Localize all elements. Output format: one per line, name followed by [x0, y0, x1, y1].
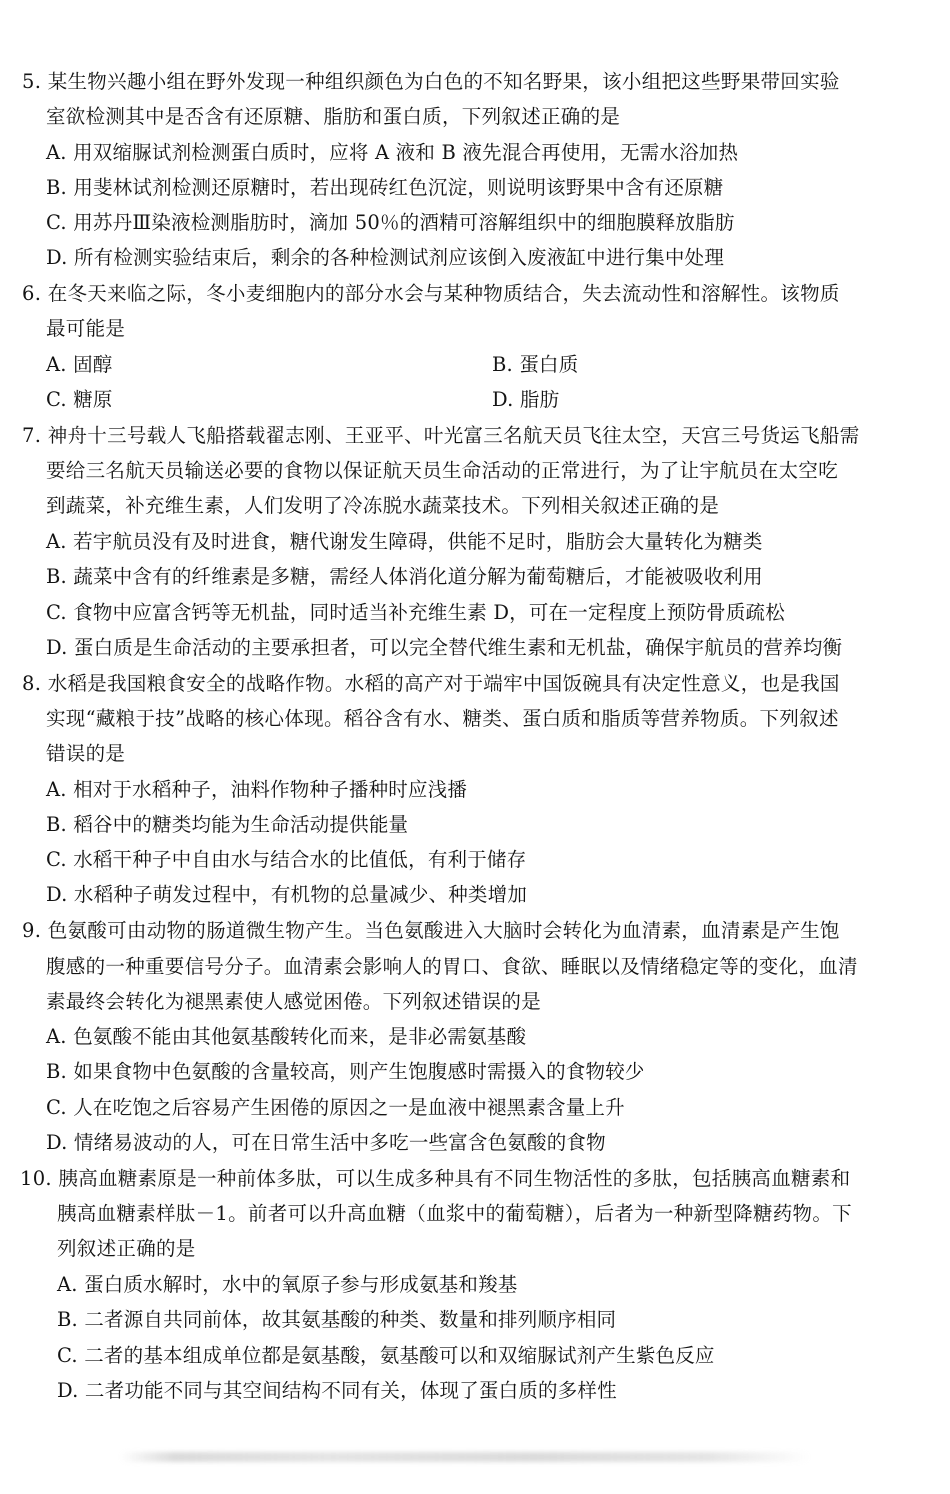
q7-option-d: D. 蛋白质是生命活动的主要承担者，可以完全替代维生素和无机盐，确保宇航员的营养均衡: [46, 636, 843, 659]
q5-option-a: A. 用双缩脲试剂检测蛋白质时，应将 A 液和 B 液先混合再使用，无需水浴加热: [46, 141, 739, 164]
q10-stem-line-3: 列叙述正确的是: [57, 1237, 196, 1260]
q6-stem-line-2: 最可能是: [46, 317, 126, 340]
q7-stem-line-3: 到蔬菜，补充维生素，人们发明了冷冻脱水蔬菜技术。下列相关叙述正确的是: [46, 494, 720, 517]
q7-option-a: A. 若宇航员没有及时进食，糖代谢发生障碍，供能不足时，脂肪会大量转化为糖类: [46, 530, 763, 553]
q5-option-d: D. 所有检测实验结束后，剩余的各种检测试剂应该倒入废液缸中进行集中处理: [46, 246, 725, 269]
q9-option-c: C. 人在吃饱之后容易产生困倦的原因之一是血液中褪黑素含量上升: [46, 1096, 625, 1119]
q6-option-a: A. 固醇: [46, 353, 113, 376]
q8-option-d: D. 水稻种子萌发过程中，有机物的总量减少、种类增加: [46, 883, 528, 906]
q7-option-b: B. 蔬菜中含有的纤维素是多糖，需经人体消化道分解为葡萄糖后，才能被吸收利用: [46, 565, 763, 588]
q9-option-b: B. 如果食物中色氨酸的含量较高，则产生饱腹感时需摄入的食物较少: [46, 1060, 645, 1083]
q7-option-c: C. 食物中应富含钙等无机盐，同时适当补充维生素 D，可在一定程度上预防骨质疏松: [46, 601, 785, 624]
q9-stem-line-2: 腹感的一种重要信号分子。血清素会影响人的胃口、食欲、睡眠以及情绪稳定等的变化，血清: [46, 955, 858, 978]
q5-option-c: C. 用苏丹Ⅲ染液检测脂肪时，滴加 50％的酒精可溶解组织中的细胞膜释放脂肪: [46, 211, 735, 234]
q6-option-b: B. 蛋白质: [492, 353, 579, 376]
illegible-footer-strip: [120, 1452, 810, 1462]
q9-stem-line-3: 素最终会转化为褪黑素使人感觉困倦。下列叙述错误的是: [46, 990, 542, 1013]
q5-option-b: B. 用斐林试剂检测还原糖时，若出现砖红色沉淀，则说明该野果中含有还原糖: [46, 176, 724, 199]
q8-stem-line-1: 8. 水稻是我国粮食安全的战略作物。水稻的高产对于端牢中国饭碗具有决定性意义，也是我国: [22, 672, 840, 695]
q10-option-b: B. 二者源自共同前体，故其氨基酸的种类、数量和排列顺序相同: [57, 1308, 617, 1331]
q6-option-c: C. 糖原: [46, 388, 113, 411]
q10-option-a: A. 蛋白质水解时，水中的氧原子参与形成氨基和羧基: [57, 1273, 518, 1296]
q8-option-b: B. 稻谷中的糖类均能为生命活动提供能量: [46, 813, 409, 836]
q7-stem-line-2: 要给三名航天员输送必要的食物以保证航天员生命活动的正常进行，为了让宇航员在太空吃: [46, 459, 839, 482]
q9-stem-line-1: 9. 色氨酸可由动物的肠道微生物产生。当色氨酸进入大脑时会转化为血清素，血清素是产生饱: [22, 919, 840, 942]
q6-stem-line-1: 6. 在冬天来临之际，冬小麦细胞内的部分水会与某种物质结合，失去流动性和溶解性。该物质: [22, 282, 840, 305]
q10-option-d: D. 二者功能不同与其空间结构不同有关，体现了蛋白质的多样性: [57, 1379, 617, 1402]
q6-option-d: D. 脂肪: [492, 388, 560, 411]
q8-option-c: C. 水稻干种子中自由水与结合水的比值低，有利于储存: [46, 848, 527, 871]
q10-stem-line-2: 胰高血糖素样肽－1。前者可以升高血糖（血浆中的葡萄糖），后者为一种新型降糖药物。下: [57, 1202, 852, 1225]
q9-option-a: A. 色氨酸不能由其他氨基酸转化而来，是非必需氨基酸: [46, 1025, 527, 1048]
q8-option-a: A. 相对于水稻种子，油料作物种子播种时应浅播: [46, 778, 468, 801]
q10-stem-line-1: 10. 胰高血糖素原是一种前体多肽，可以生成多种具有不同生物活性的多肽，包括胰高血糖素和: [20, 1167, 851, 1190]
q10-option-c: C. 二者的基本组成单位都是氨基酸，氨基酸可以和双缩脲试剂产生紫色反应: [57, 1344, 715, 1367]
q8-stem-line-2: 实现“藏粮于技”战略的核心体现。稻谷含有水、糖类、蛋白质和脂质等营养物质。下列叙述: [46, 707, 839, 730]
q5-stem-line-1: 5. 某生物兴趣小组在野外发现一种组织颜色为白色的不知名野果，该小组把这些野果带回实验: [22, 70, 840, 93]
q8-stem-line-3: 错误的是: [46, 742, 126, 765]
q9-option-d: D. 情绪易波动的人，可在日常生活中多吃一些富含色氨酸的食物: [46, 1131, 606, 1154]
q7-stem-line-1: 7. 神舟十三号载人飞船搭载翟志刚、王亚平、叶光富三名航天员飞往太空，天宫三号货运飞船需: [22, 424, 860, 447]
q5-stem-line-2: 室欲检测其中是否含有还原糖、脂肪和蛋白质，下列叙述正确的是: [46, 105, 621, 128]
